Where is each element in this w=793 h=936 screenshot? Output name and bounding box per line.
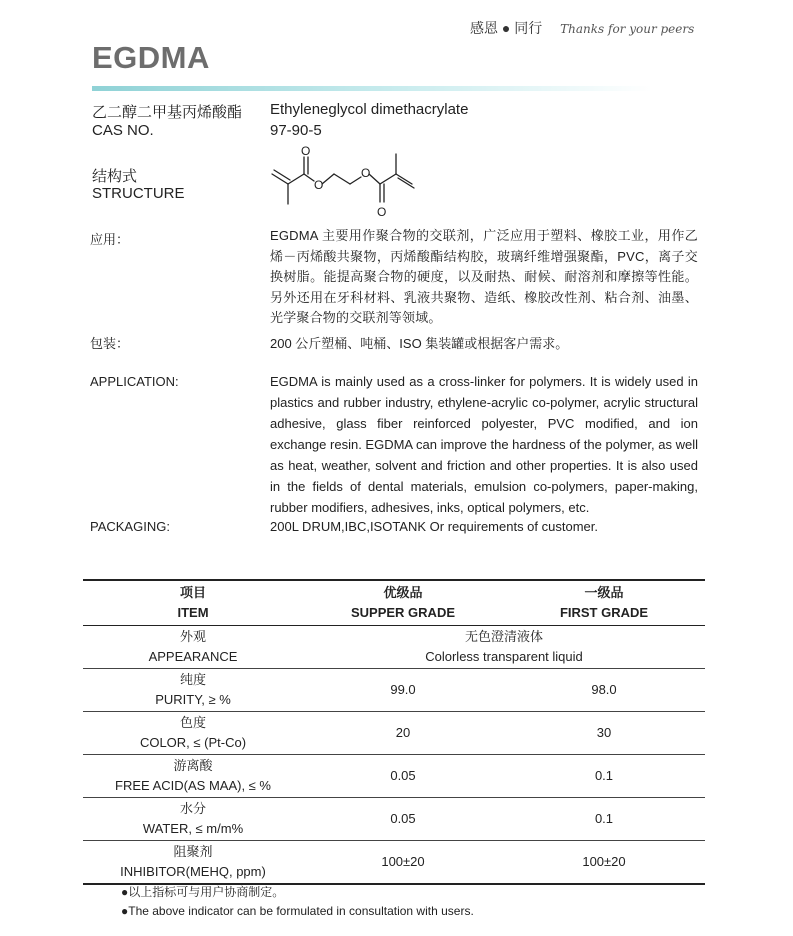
row-item-en: APPEARANCE <box>148 649 238 664</box>
row-super-value: 0.05 <box>303 798 503 841</box>
header-super <box>303 580 503 626</box>
table-row <box>83 798 705 841</box>
table-row <box>83 669 705 712</box>
atom-label: O <box>377 205 387 219</box>
header-tagline <box>470 18 694 38</box>
header-super-en: SUPPER GRADE <box>350 605 456 620</box>
bond <box>369 174 380 184</box>
row-item-en: PURITY, ≥ % <box>155 692 231 707</box>
row-merged-en: Colorless transparent liquid <box>425 649 583 664</box>
row-item <box>83 798 303 841</box>
row-super-value: 100±20 <box>303 841 503 885</box>
row-item-cn: 水分 <box>179 801 206 816</box>
table-header-row <box>83 580 705 626</box>
row-first-value: 98.0 <box>503 669 705 712</box>
note-en: ●The above indicator can be formulated in consultation with users. <box>121 904 474 918</box>
tagline-cn: 感恩 ● 同行 <box>470 20 543 36</box>
table-row <box>83 841 705 885</box>
header-first-en: FIRST GRADE <box>559 605 649 620</box>
atom-label: O <box>301 144 311 158</box>
row-item <box>83 755 303 798</box>
product-name-cn: 乙二醇二甲基丙烯酸酯 <box>92 104 243 121</box>
table-row <box>83 712 705 755</box>
application-cn-text: EGDMA 主要用作聚合物的交联剂，广泛应用于塑料、橡胶工业，用作乙烯－丙烯酸共聚物，丙烯酸酯结构胶，玻璃纤维增强聚酯，PVC，离子交换树脂。能提高聚合物的硬度，以及耐热、耐候、耐溶剂和摩擦等性能。另外还用在牙科材料、乳液共聚物、造纸、橡胶改性剂、粘合剂、油墨、光学聚合物的交联剂等领域。 <box>270 228 698 325</box>
structure-formula <box>262 140 422 222</box>
packaging-en-text: 200L DRUM,IBC,ISOTANK Or requirements of customer. <box>270 519 598 534</box>
row-super-value: 99.0 <box>303 669 503 712</box>
header-item <box>83 580 303 626</box>
note-cn: ●以上指标可与用户协商制定。 <box>121 885 285 899</box>
row-first-value: 0.1 <box>503 798 705 841</box>
application-en-text: EGDMA is mainly used as a cross-linker for polymers. It is widely used in plastics and rubber industry, ethylene-acrylic co-polymer, acrylic structural adhesive, glass fiber reinforced polyester, PVC modified, and ion exchange resin. EGDMA can improve the hardness of the polymer, as well as heat, weather, solvent and friction and other properties. It is also used in the fields of dental materials, emulsion co-polymers, paper-making, rubber modifiers, adhesives, inks, optical polymers, etc. <box>270 374 698 515</box>
row-item-cn: 游离酸 <box>173 758 213 773</box>
atom-label: O <box>314 178 324 192</box>
bond <box>304 174 314 181</box>
cas-value: 97-90-5 <box>270 122 322 139</box>
spec-table <box>83 579 705 885</box>
tagline-en: Thanks for your peers <box>560 22 695 36</box>
table-row <box>83 626 705 669</box>
row-first-value: 30 <box>503 712 705 755</box>
row-item <box>83 669 303 712</box>
row-item-en: INHIBITOR(MEHQ, ppm) <box>120 864 266 879</box>
header-first-cn: 一级品 <box>584 585 624 600</box>
row-item <box>83 626 303 669</box>
product-name-en: Ethyleneglycol dimethacrylate <box>270 101 469 118</box>
bond <box>322 174 334 184</box>
structure-label-en: STRUCTURE <box>92 185 185 202</box>
row-super-value: 20 <box>303 712 503 755</box>
bond <box>334 174 350 184</box>
packaging-cn-label: 包装： <box>90 336 130 351</box>
row-item-cn: 色度 <box>179 715 206 730</box>
packaging-cn-text: 200 公斤塑桶、吨桶、ISO 集装罐或根据客户需求。 <box>270 336 569 351</box>
table-row <box>83 755 705 798</box>
bond <box>272 174 288 184</box>
row-super-value: 0.05 <box>303 755 503 798</box>
application-en-label: APPLICATION: <box>90 374 179 389</box>
header-item-cn: 项目 <box>179 585 206 600</box>
header-first <box>503 580 705 626</box>
row-item-en: FREE ACID(AS MAA), ≤ % <box>115 778 271 793</box>
atom-label: O <box>361 166 371 180</box>
row-merged-cn: 无色澄清液体 <box>464 629 543 644</box>
bond <box>350 177 361 184</box>
bond <box>274 170 290 180</box>
row-item <box>83 712 303 755</box>
header-super-cn: 优级品 <box>383 585 423 600</box>
header-item-en: ITEM <box>177 605 209 620</box>
row-item-en: WATER, ≤ m/m% <box>142 821 244 836</box>
row-first-value: 0.1 <box>503 755 705 798</box>
row-merged-value <box>303 626 705 669</box>
application-cn-label: 应用： <box>90 232 130 247</box>
row-item <box>83 841 303 885</box>
row-item-cn: 阻聚剂 <box>173 844 213 859</box>
bond <box>380 174 396 184</box>
row-item-cn: 外观 <box>179 629 206 644</box>
product-title: EGDMA <box>92 40 210 75</box>
cas-label: CAS NO. <box>92 122 154 139</box>
row-item-cn: 纯度 <box>179 672 206 687</box>
structure-label-cn: 结构式 <box>92 168 138 185</box>
bond <box>288 174 304 184</box>
row-first-value: 100±20 <box>503 841 705 885</box>
row-item-en: COLOR, ≤ (Pt-Co) <box>139 735 247 750</box>
title-underline <box>92 86 652 91</box>
packaging-en-label: PACKAGING: <box>90 519 170 534</box>
